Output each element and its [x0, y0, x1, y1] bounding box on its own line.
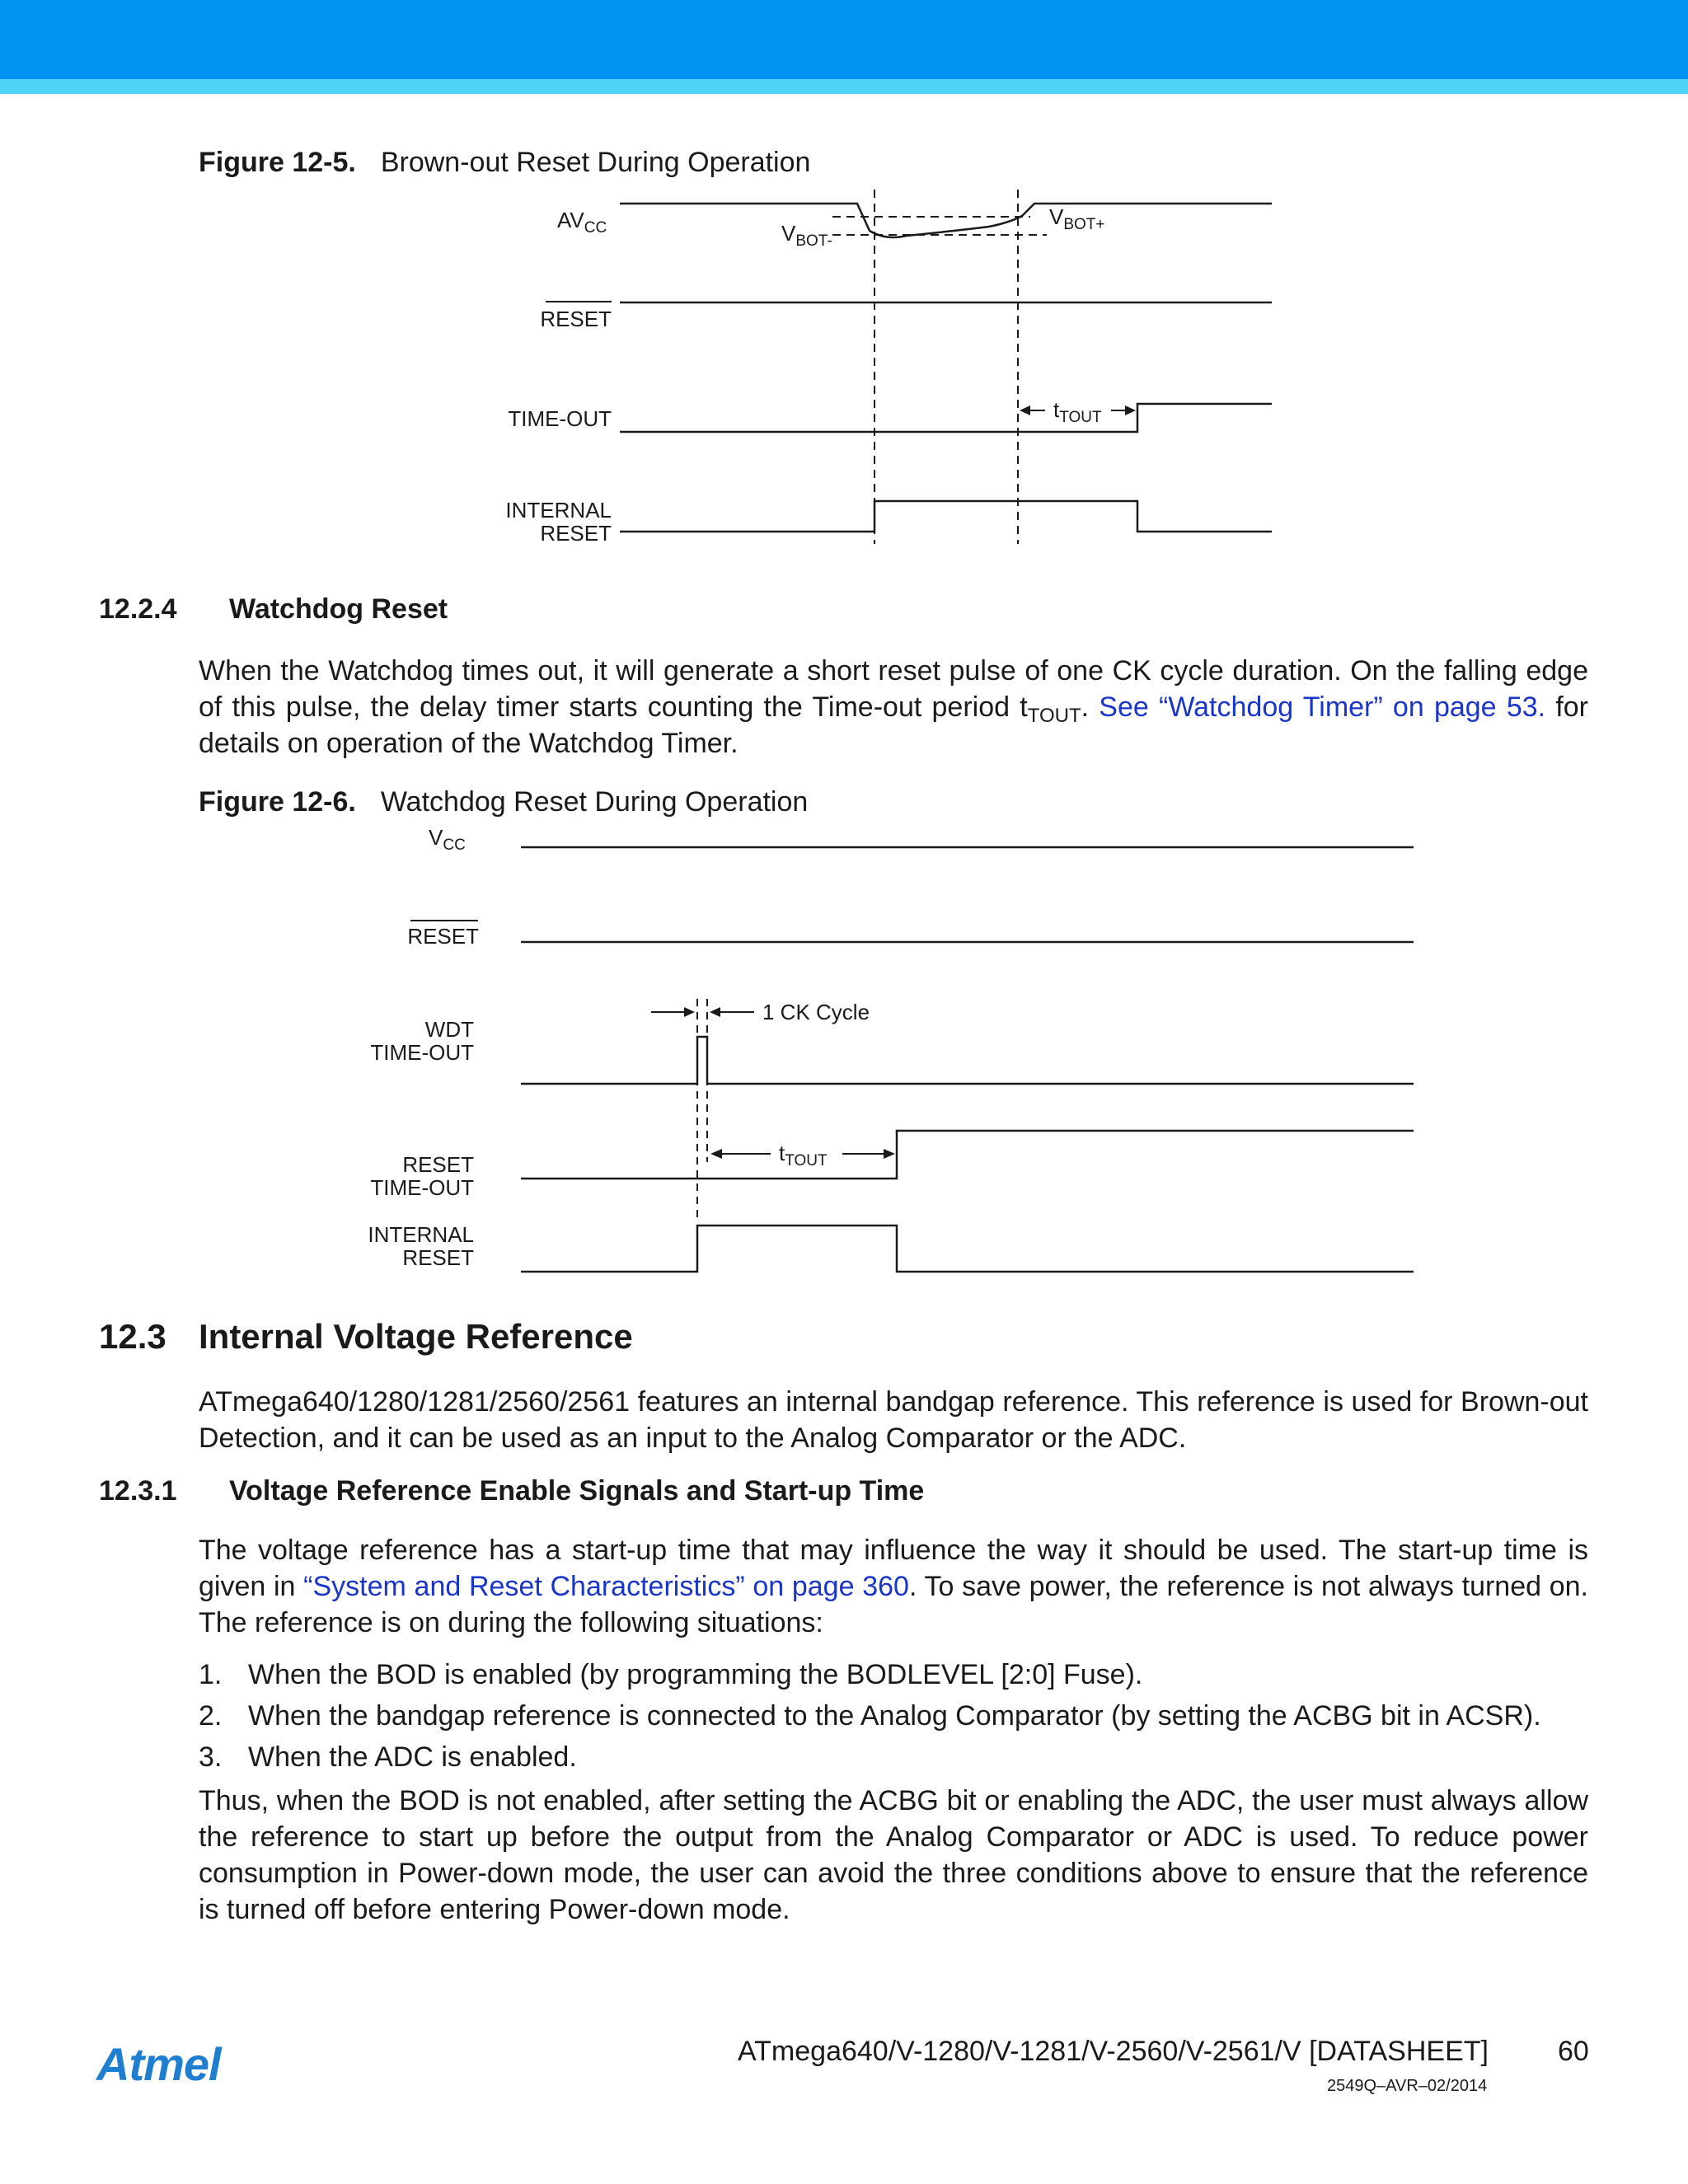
internal-label: INTERNAL — [368, 1222, 474, 1247]
figure-title: Watchdog Reset During Operation — [380, 786, 809, 818]
reset-timeout-waveform — [521, 1131, 1414, 1179]
vbot-minus-label: $V_{BOT-}$ — [781, 221, 832, 250]
ck-cycle-label: 1 CK Cycle — [762, 1000, 870, 1024]
section-12-2-4-title: Watchdog Reset — [229, 593, 448, 625]
arrow-left-icon — [1020, 405, 1030, 415]
vbot-plus-label: $V_{BOT+}$ — [1049, 204, 1105, 233]
figure-12-5-diagram — [0, 0, 1688, 577]
document-title: ATmega640/V-1280/V-1281/V-2560/V-2561/V [DATASHEET] — [738, 2036, 1489, 2067]
list-item: 1. When the BOD is enabled (by programming the BODLEVEL [2:0] Fuse). — [199, 1659, 1143, 1690]
voltage-reference-paragraph: ATmega640/1280/1281/2560/2561 features an internal bandgap reference. This reference is used for Brown-out Detection, and it can be used as an input to the Analog Comparator or the ADC. — [199, 1386, 1588, 1454]
figure-12-6-caption — [199, 786, 808, 818]
timeout-waveform — [620, 404, 1272, 432]
figure-12-6-diagram — [0, 816, 1688, 1286]
ttout-label: $t_{TOUT}$ — [779, 1141, 828, 1169]
section-12-3-1-number: 12.3.1 — [99, 1475, 177, 1507]
internal-reset-waveform — [521, 1226, 1414, 1272]
ttout-label: $t_{TOUT}$ — [1053, 397, 1102, 426]
power-down-paragraph: Thus, when the BOD is not enabled, after setting the ACBG bit or enabling the ADC, the user must always allow the reference to start up before the output from the Analog Comparator or ADC is used. To reduce power consumption in Power-down mode, the user can avoid the three conditions above to ensure that the reference is turned off before entering Power-down mode. — [199, 1785, 1588, 1925]
atmel-logo: Atmel — [96, 2038, 221, 2090]
arrow-left-icon — [710, 1149, 722, 1159]
system-reset-characteristics-link[interactable]: “System and Reset Characteristics” on page 360 — [303, 1571, 909, 1602]
wdt-label: WDT — [424, 1017, 474, 1042]
internal-reset-waveform — [620, 501, 1272, 532]
internal-label: INTERNAL — [505, 498, 612, 523]
avcc-waveform — [620, 204, 1272, 237]
timeout-label: TIME-OUT — [508, 406, 612, 431]
figure-label: Figure 12-6. — [199, 786, 356, 818]
section-12-3-1-title: Voltage Reference Enable Signals and Start-up Time — [229, 1475, 925, 1507]
section-12-3-title: Internal Voltage Reference — [199, 1317, 633, 1356]
section-12-2-4-number: 12.2.4 — [99, 593, 177, 625]
wdt-timeout-label: TIME-OUT — [370, 1040, 474, 1065]
arrow-right-icon — [684, 1007, 695, 1017]
list-item: 3. When the ADC is enabled. — [199, 1741, 577, 1773]
figure-title: Brown-out Reset During Operation — [380, 147, 811, 178]
arrow-left-icon — [710, 1007, 720, 1017]
reset-timeout-label-1: RESET — [402, 1152, 474, 1177]
page-number: 60 — [1558, 2036, 1589, 2067]
internal-reset-label: RESET — [540, 521, 612, 546]
document-code: 2549Q–AVR–02/2014 — [1327, 2077, 1488, 2095]
wdt-timeout-waveform — [521, 1037, 1414, 1084]
avcc-label: $AV_{CC}$ — [557, 208, 607, 237]
internal-reset-label: RESET — [402, 1245, 474, 1270]
arrow-right-icon — [884, 1149, 895, 1159]
reset-label: RESET — [407, 924, 479, 949]
list-item: 2. When the bandgap reference is connected to the Analog Comparator (by setting the ACBG bit in ACSR). — [199, 1700, 1541, 1732]
section-12-3-number: 12.3 — [99, 1317, 166, 1356]
arrow-right-icon — [1125, 405, 1136, 415]
startup-paragraph: The voltage reference has a start-up time that may influence the way it should be used. The start-up time is given in “System and Reset Characteristics” on page 360. To save power, the reference is not always turned on. The reference is on during the following situations: — [199, 1535, 1589, 1638]
watchdog-paragraph: When the Watchdog times out, it will generate a short reset pulse of one CK cycle duration. On the falling edge of this pulse, the delay timer starts counting the Time-out period $t_{TOUT}$. See “Watchdog Timer” on page 53. for details on operation of the Watchdog Timer. — [199, 655, 1588, 759]
reset-label: RESET — [540, 307, 612, 331]
vcc-label: $V_{CC}$ — [429, 825, 466, 854]
figure-label: Figure 12-5. — [199, 147, 356, 178]
watchdog-timer-link[interactable]: See “Watchdog Timer” on page 53. — [1099, 691, 1546, 723]
reset-timeout-label-2: TIME-OUT — [370, 1175, 474, 1200]
